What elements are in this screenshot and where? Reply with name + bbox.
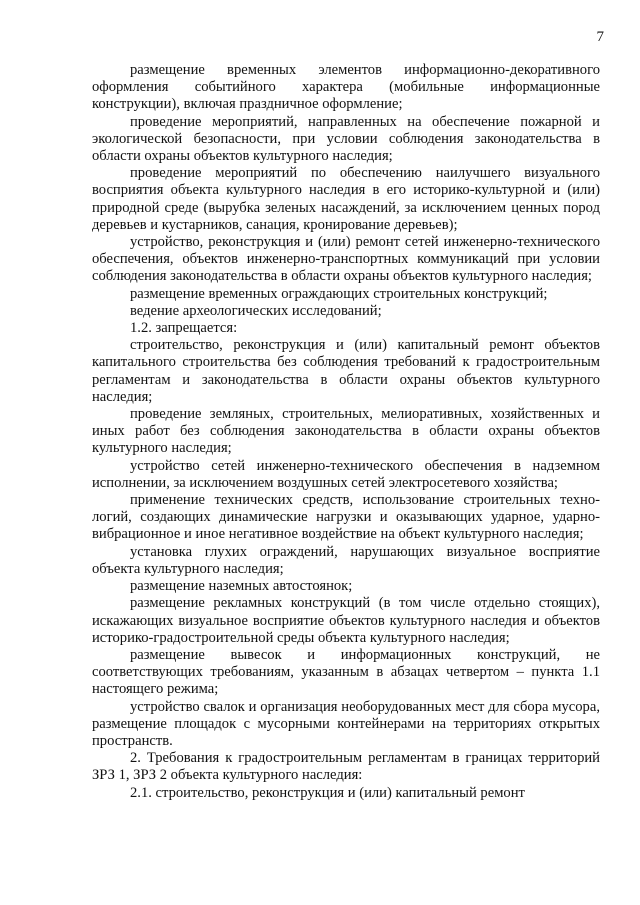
paragraph-advertising: размещение рекламных конструкций (в том числе отдельно стоящих), искажающих визуальное восприятие объектов культурного наследия и объектов историко-градостроительной среды объекта культурного наследия; [92, 595, 600, 646]
paragraph-earthworks: проведение земляных, строительных, мелиоративных, хозяйственных и иных работ без соблюдения законодательства в области охраны объектов культурного наследия; [92, 406, 600, 457]
paragraph-above-ground-networks: устройство сетей инженерно-технического обеспечения в надземном исполнении, за исключением воздушных сетей электросетевого хозяйства; [92, 457, 600, 491]
section-heading-prohibited: 1.2. запрещается: [130, 320, 238, 337]
paragraph-temporary-fencing: размещение временных ограждающих строительных конструкций; [130, 285, 548, 302]
paragraph-fire-safety: проведение мероприятий, направленных на обеспечение пожарной и экологической безопасности, при условии соблюдения законодательства в области охраны объектов культурного наследия; [92, 113, 600, 165]
document-body [92, 62, 600, 802]
paragraph-construction: строительство, реконструкция и (или) капитальный ремонт объектов капитального строительства без соблюдения требований к градостроительным регламентам и законодательства в области охраны объектов культурного наследия; [92, 337, 600, 405]
paragraph-dumps: устройство свалок и организация необорудованных мест для сбора мусора, размещение площадок с мусорными контейнерами на территориях открытых пространств. [92, 698, 600, 749]
paragraph-technical-means: применение технических средств, использование строительных технологий, создающих динамические нагрузки и оказывающих ударное, ударновибрационное и иное негативное воздействие на объект культурного наследия; [92, 492, 600, 543]
page-number: 7 [596, 29, 604, 45]
paragraph-parking: размещение наземных автостоянок; [130, 578, 353, 595]
paragraph-temporary-decor: размещение временных элементов информационно-декоративного оформления событийного характера (мобильные информационные конструкции), включая праздничное оформление; [92, 62, 600, 113]
paragraph-signage: размещение вывесок и информационных конструкций, не соответствующих требованиям, указанным в абзацах четвертом – пункта 1.1 настоящего режима; [92, 646, 600, 698]
paragraph-2-1: 2.1. строительство, реконструкция и (или) капитальный ремонт [130, 784, 525, 801]
paragraph-engineering-networks: устройство, реконструкция и (или) ремонт сетей инженерно-технического обеспечения, объектов инженерно-транспортных коммуникаций при условии соблюдения законодательства в области охраны объектов культурного наследия; [92, 234, 600, 285]
paragraph-archaeology: ведение археологических исследований; [130, 302, 382, 319]
paragraph-visual-perception: проведение мероприятий по обеспечению наилучшего визуального восприятия объекта культурного наследия в его историко-культурной и (или) природной среде (вырубка зеленых насаждений, за исключением ценных пород деревьев и кустарников, санация, кронирование деревьев); [92, 165, 600, 233]
section-heading-zrz: 2. Требования к градостроительным регламентам в границах территорий ЗРЗ 1, ЗРЗ 2 объекта культурного наследия: [92, 750, 600, 784]
paragraph-blind-fences: установка глухих ограждений, нарушающих визуальное восприятие объекта культурного наследия; [92, 543, 600, 577]
